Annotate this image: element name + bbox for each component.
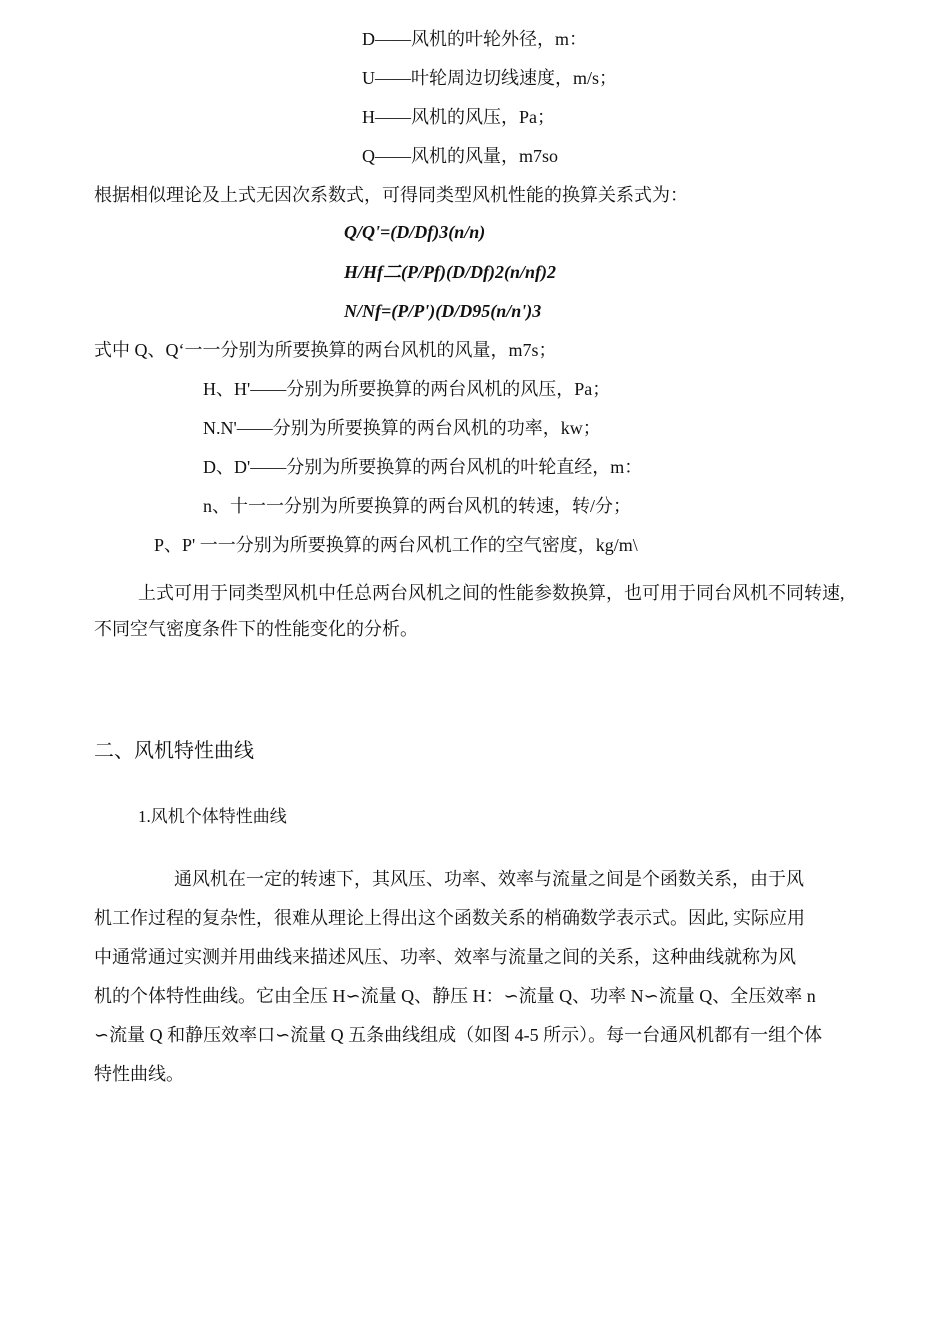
formula-pressure: H/Hf二(P/Pf)(D/Df)2(n/nf)2: [344, 262, 556, 282]
body-line: 特性曲线。: [94, 1064, 184, 1084]
body-line: ∽流量 Q 和静压效率口∽流量 Q 五条曲线组成（如图 4-5 所示）。每一台通风机都有一组个体: [94, 1025, 823, 1045]
definition-line: Q——风机的风量，m7so: [362, 146, 559, 166]
body-paragraph: [94, 860, 850, 1094]
subsection-heading: 1.风机个体特性曲线: [138, 807, 287, 826]
intro-text: 根据相似理论及上式无因次系数式，可得同类型风机性能的换算关系式为：: [94, 185, 688, 205]
body-line: 机工作过程的复杂性，很难从理论上得出这个函数关系的梢确数学表示式。因此, 实际应用: [94, 908, 805, 928]
where-line: N.N'——分别为所要换算的两台风机的功率，kw；: [203, 418, 601, 438]
definition-line: U——叶轮周边切线速度，m/s；: [362, 68, 618, 88]
definition-line: D——风机的叶轮外径，m：: [362, 29, 587, 49]
formula-flow: Q/Q'=(D/Df)3(n/n): [344, 222, 486, 242]
where-line: 式中 Q、Q‘一一分别为所要换算的两台风机的风量，m7s；: [94, 340, 557, 360]
where-line: D、D'——分别为所要换算的两台风机的叶轮直经，m：: [203, 457, 643, 477]
usage-text: 上式可用于同类型风机中任总两台风机之间的性能参数换算，也可用于同台风机不同转速,: [138, 583, 845, 603]
where-line: P、P' 一一分别为所要换算的两台风机工作的空气密度，kg/m\: [154, 535, 638, 555]
where-line: H、H'——分别为所要换算的两台风机的风压，Pa；: [203, 379, 611, 399]
body-line: 机的个体特性曲线。它由全压 H∽流量 Q、静压 H：∽流量 Q、功率 N∽流量 Q、全压效率 n: [94, 986, 816, 1006]
where-line: n、十一一分别为所要换算的两台风机的转速，转/分；: [203, 496, 631, 516]
usage-text: 不同空气密度条件下的性能变化的分析。: [94, 619, 418, 639]
formula-power: N/Nf=(P/P')(D/D95(n/n')3: [344, 301, 542, 321]
body-line: 中通常通过实测并用曲线来描述风压、功率、效率与流量之间的关系，这种曲线就称为风: [94, 947, 796, 967]
definition-line: H——风机的风压，Pa；: [362, 107, 555, 127]
section-heading: 二、风机特性曲线: [94, 738, 254, 762]
body-line: 通风机在一定的转速下，其风压、功率、效率与流量之间是个函数关系，由于风: [174, 869, 804, 889]
